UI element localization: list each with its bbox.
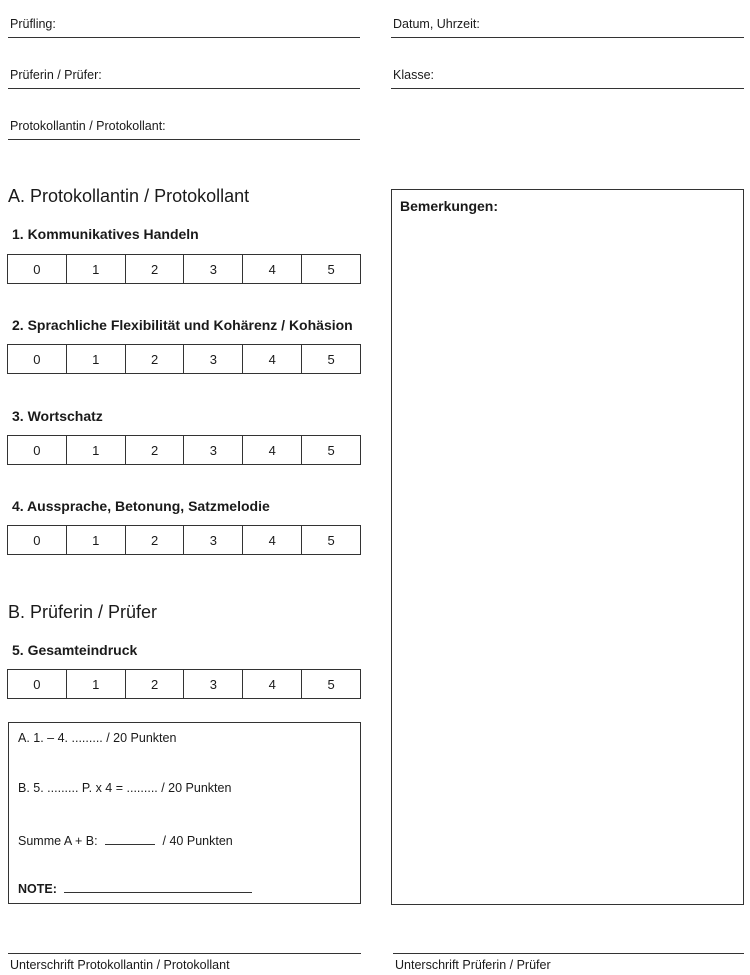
scale-item-4-option[interactable]: 0: [8, 526, 67, 554]
scale-item-2-option[interactable]: 3: [184, 345, 243, 373]
summary-line-a[interactable]: A. 1. – 4. ......... / 20 Punkten: [18, 731, 177, 745]
item-2-title: 2. Sprachliche Flexibilität und Kohärenz / Kohäsion: [12, 317, 353, 333]
datum-label: Datum, Uhrzeit:: [393, 17, 480, 31]
scale-item-3-option[interactable]: 3: [184, 436, 243, 464]
scale-item-2-option[interactable]: 2: [126, 345, 185, 373]
prueferin-field[interactable]: [8, 51, 360, 89]
scale-item-5-option[interactable]: 1: [67, 670, 126, 698]
remarks-box[interactable]: [391, 189, 744, 905]
scale-item-4-option[interactable]: 2: [126, 526, 185, 554]
scale-item-4-option[interactable]: 5: [327, 532, 335, 548]
note-blank[interactable]: [64, 880, 252, 893]
scale-item-1-option[interactable]: 1: [67, 255, 126, 283]
scale-item-5: [7, 669, 361, 699]
scale-item-2: [7, 344, 361, 374]
signature-prueferin[interactable]: [393, 953, 744, 975]
remarks-label: Bemerkungen:: [400, 198, 499, 214]
signature-prueferin-label: Unterschrift Prüferin / Prüfer: [395, 958, 551, 972]
scale-item-5-option[interactable]: 4: [243, 670, 302, 698]
item-4-title: 4. Aussprache, Betonung, Satzmelodie: [12, 498, 270, 514]
signature-protokoll[interactable]: [8, 953, 361, 975]
scale-item-1-option[interactable]: 3: [184, 255, 243, 283]
scale-item-3-option[interactable]: 2: [126, 436, 185, 464]
summary-box: [8, 722, 361, 904]
summary-sum-suffix: / 40 Punkten: [162, 834, 233, 848]
scale-item-5-option[interactable]: 2: [126, 670, 185, 698]
summary-line-sum[interactable]: [18, 832, 233, 848]
note-line[interactable]: [18, 880, 252, 896]
note-label: NOTE:: [18, 882, 57, 896]
scale-item-1-option[interactable]: 2: [126, 255, 185, 283]
scale-item-1-option[interactable]: 0: [8, 255, 67, 283]
item-1-title: 1. Kommunikatives Handeln: [12, 226, 199, 242]
scale-item-2-option[interactable]: 5: [327, 351, 335, 367]
scale-item-5-option[interactable]: 0: [8, 670, 67, 698]
scale-item-2-option[interactable]: 0: [8, 345, 67, 373]
pruefling-field[interactable]: [8, 0, 360, 38]
summary-sum-label: Summe A + B:: [18, 834, 98, 848]
signature-protokoll-label: Unterschrift Protokollantin / Protokollant: [10, 958, 230, 972]
protokoll-label: Protokollantin / Protokollant:: [10, 119, 166, 133]
scale-item-3-option[interactable]: 4: [243, 436, 302, 464]
summary-line-b[interactable]: B. 5. ......... P. x 4 = ......... / 20 Punkten: [18, 781, 232, 795]
scale-item-4-option[interactable]: 1: [67, 526, 126, 554]
protokoll-field[interactable]: [8, 102, 360, 140]
item-5-title: 5. Gesamteindruck: [12, 642, 138, 658]
scale-item-4-option[interactable]: 4: [243, 526, 302, 554]
scale-item-4-option[interactable]: 3: [184, 526, 243, 554]
scale-item-5-option[interactable]: 5: [327, 676, 335, 692]
klasse-label: Klasse:: [393, 68, 434, 82]
scale-item-1-option[interactable]: 4: [243, 255, 302, 283]
scale-item-4: [7, 525, 361, 555]
summary-sum-blank[interactable]: [105, 832, 155, 845]
scale-item-1-option[interactable]: 5: [327, 261, 335, 277]
pruefling-label: Prüfling:: [10, 17, 56, 31]
datum-field[interactable]: [391, 0, 744, 38]
scale-item-2-option[interactable]: 4: [243, 345, 302, 373]
item-3-title: 3. Wortschatz: [12, 408, 103, 424]
scale-item-3-option[interactable]: 5: [327, 442, 335, 458]
section-a-title: A. Protokollantin / Protokollant: [8, 186, 250, 206]
prueferin-label: Prüferin / Prüfer:: [10, 68, 102, 82]
section-b-title: B. Prüferin / Prüfer: [8, 602, 158, 622]
scale-item-3-option[interactable]: 0: [8, 436, 67, 464]
scale-item-2-option[interactable]: 1: [67, 345, 126, 373]
scale-item-1: [7, 254, 361, 284]
scale-item-3-option[interactable]: 1: [67, 436, 126, 464]
klasse-field[interactable]: [391, 51, 744, 89]
scale-item-3: [7, 435, 361, 465]
scale-item-5-option[interactable]: 3: [184, 670, 243, 698]
